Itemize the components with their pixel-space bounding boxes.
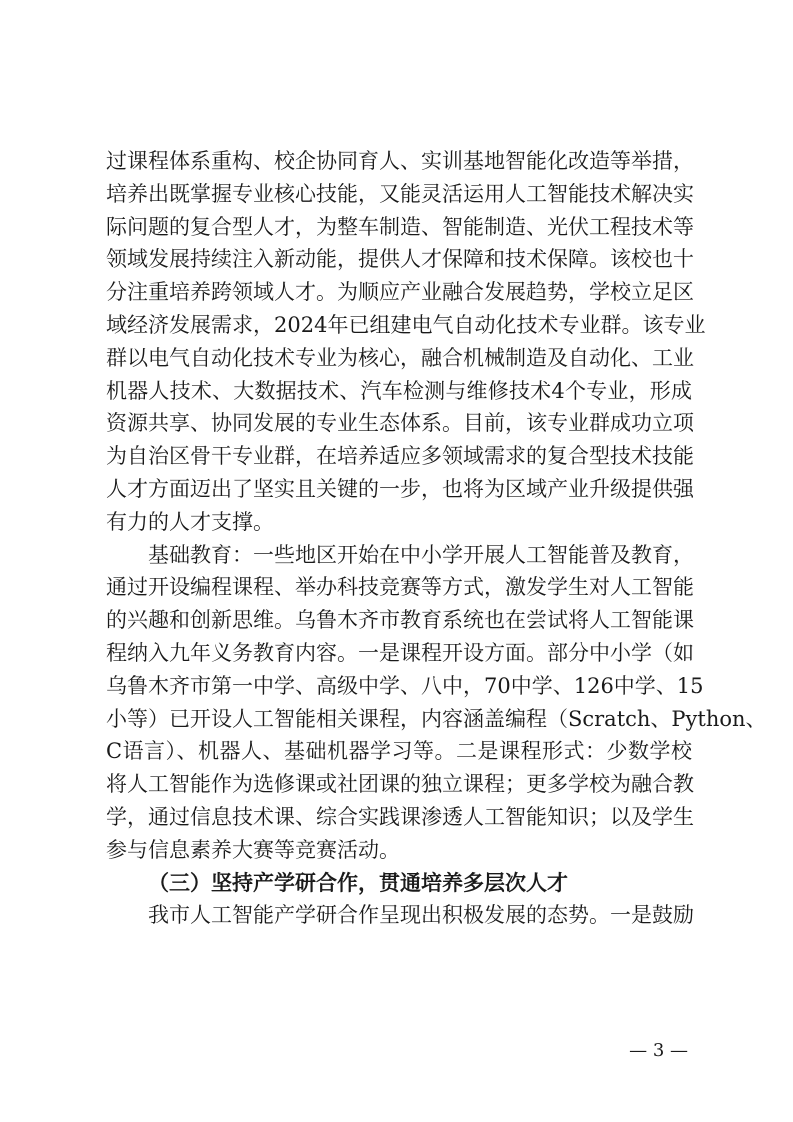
text-line: 通过开设编程课程、举办科技竞赛等方式，激发学生对人工智能 [106, 575, 694, 600]
text-line: 机器人技术、大数据技术、汽车检测与维修技术4个专业，形成 [106, 378, 692, 403]
section-heading [106, 867, 692, 900]
text-line: 人才方面迈出了坚实且关键的一步，也将为区域产业升级提供强 [106, 476, 694, 501]
text-line: 为自治区骨干专业群，在培养适应多领域需求的复合型技术技能 [106, 444, 694, 469]
text-line: 群以电气自动化技术专业为核心，融合机械制造及自动化、工业 [106, 345, 694, 370]
text-line: 有力的人才支撑。 [106, 509, 274, 534]
text-line: 培养出既掌握专业核心技能，又能灵活运用人工智能技术解决实 [106, 181, 694, 206]
text-line: 我市人工智能产学研合作呈现出积极发展的态势。一是鼓励 [148, 903, 694, 928]
text-line: 域经济发展需求，2024年已组建电气自动化技术专业群。该专业 [106, 312, 706, 337]
text-line: 基础教育：一些地区开始在中小学开展人工智能普及教育， [148, 542, 694, 567]
text-line: 乌鲁木齐市第一中学、高级中学、八中，70中学、126中学、15 [106, 673, 704, 698]
page-number: — 3 — [629, 1040, 688, 1061]
text-line: 领域发展持续注入新动能，提供人才保障和技术保障。该校也十 [106, 247, 694, 272]
paragraph-vocational-talent [106, 145, 706, 539]
text-line: 学，通过信息技术课、综合实践课渗透人工智能知识；以及学生 [106, 804, 694, 829]
text-line: 的兴趣和创新思维。乌鲁木齐市教育系统也在尝试将人工智能课 [106, 608, 694, 633]
text-line: 际问题的复合型人才，为整车制造、智能制造、光伏工程技术等 [106, 214, 694, 239]
paragraph-industry-research [106, 899, 692, 932]
paragraph-basic-education [106, 539, 767, 867]
text-line: 程纳入九年义务教育内容。一是课程开设方面。部分中小学（如 [106, 640, 694, 665]
text-line: 将人工智能作为选修课或社团课的独立课程；更多学校为融合教 [106, 772, 694, 797]
section-heading-text: （三）坚持产学研合作，贯通培养多层次人才 [148, 869, 568, 895]
text-line: 过课程体系重构、校企协同育人、实训基地智能化改造等举措， [106, 149, 694, 173]
text-line: 小等）已开设人工智能相关课程，内容涵盖编程（Scratch、Python、 [106, 706, 767, 731]
document-body [106, 145, 767, 932]
text-line: 分注重培养跨领域人才。为顺应产业融合发展趋势，学校立足区 [106, 280, 694, 305]
text-line: 资源共享、协同发展的专业生态体系。目前，该专业群成功立项 [106, 411, 694, 436]
text-line: 参与信息素养大赛等竞赛活动。 [106, 837, 400, 862]
text-line: C语言）、机器人、基础机器学习等。二是课程形式：少数学校 [106, 739, 692, 764]
